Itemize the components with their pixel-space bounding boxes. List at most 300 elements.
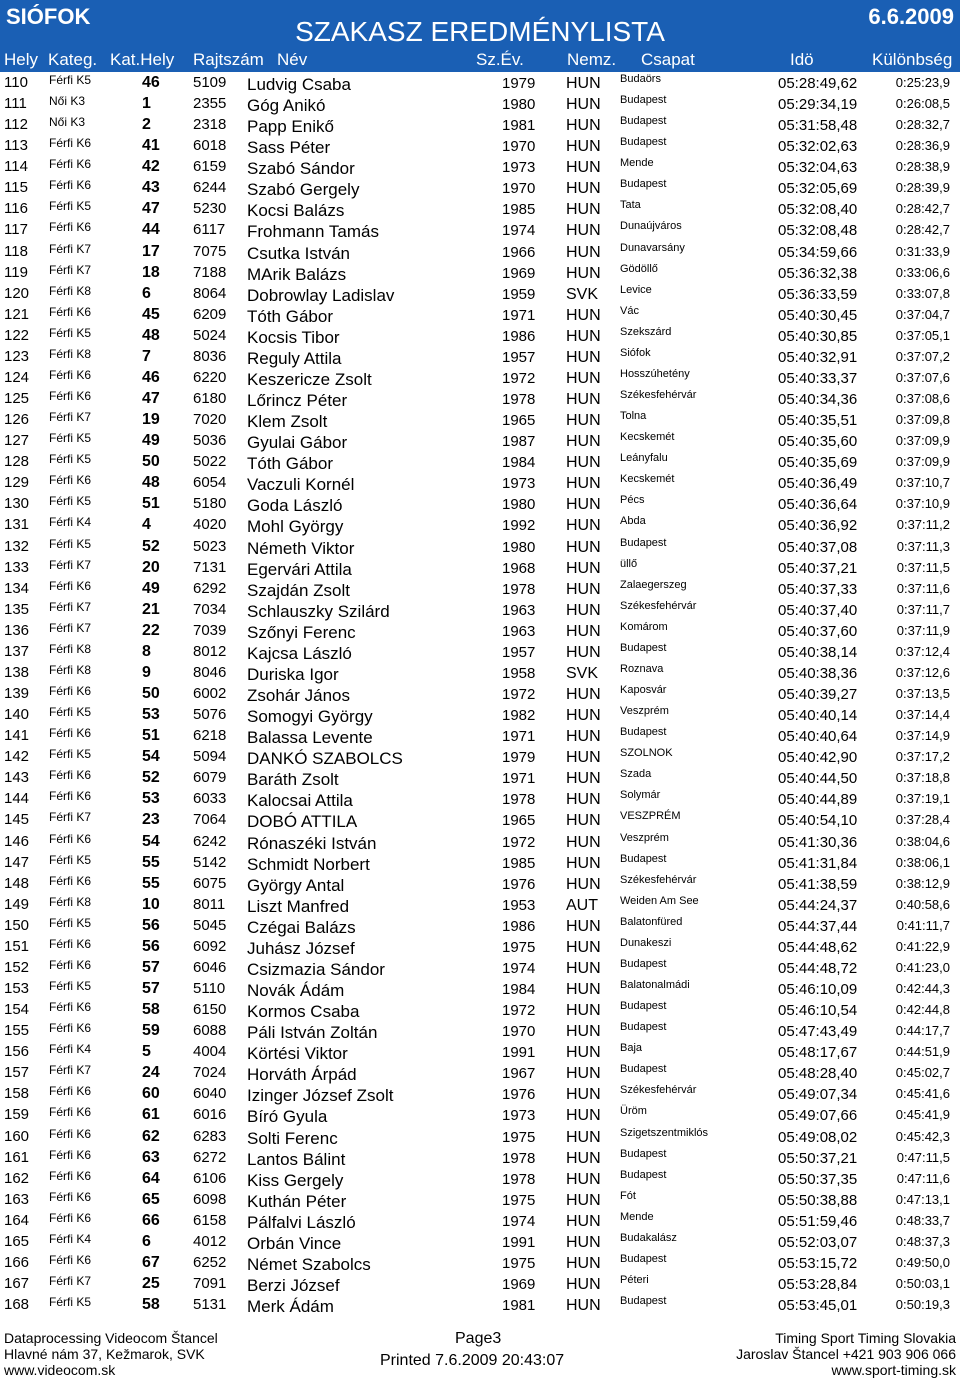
cell-difference: 0:37:07,2 xyxy=(895,348,950,364)
cell-name: DOBÓ ATTILA xyxy=(247,812,358,832)
col-header-team: Csapat xyxy=(641,50,695,69)
cell-category: Férfi K5 xyxy=(49,199,92,214)
table-row xyxy=(0,999,960,1020)
cell-team: Hosszúhetény xyxy=(620,367,690,380)
cell-team: Szekszárd xyxy=(620,325,672,338)
cell-birth-year: 1967 xyxy=(502,1065,536,1083)
cell-category-place: 48 xyxy=(142,326,160,344)
cell-nation: HUN xyxy=(566,159,601,177)
table-row xyxy=(0,156,960,177)
cell-category: Férfi K4 xyxy=(49,1042,92,1057)
event-date: 6.6.2009 xyxy=(868,4,954,29)
cell-place: 133 xyxy=(4,558,30,576)
cell-difference: 0:42:44,8 xyxy=(895,1002,950,1018)
cell-nation: HUN xyxy=(566,1107,601,1125)
cell-category-place: 20 xyxy=(142,558,160,576)
cell-category-place: 19 xyxy=(142,411,160,429)
cell-category-place: 49 xyxy=(142,579,160,597)
cell-team: Fót xyxy=(620,1189,636,1202)
col-header-category: Kateg. xyxy=(48,50,98,69)
cell-name: Solti Ferenc xyxy=(247,1128,338,1148)
cell-bib: 6040 xyxy=(193,1085,227,1103)
cell-category-place: 6 xyxy=(142,284,151,302)
cell-time: 05:49:08,02 xyxy=(778,1128,858,1146)
cell-bib: 5094 xyxy=(193,748,227,766)
cell-category: Férfi K6 xyxy=(49,1189,92,1204)
cell-name: Kalocsai Attila xyxy=(247,791,353,811)
cell-team: Balatonalmádi xyxy=(620,979,690,991)
cell-birth-year: 1992 xyxy=(502,517,536,535)
cell-difference: 0:37:14,9 xyxy=(895,728,950,744)
cell-name: Zsohár János xyxy=(247,686,350,706)
cell-category-place: 41 xyxy=(142,137,160,155)
table-row xyxy=(0,578,960,599)
cell-difference: 0:40:58,6 xyxy=(895,896,950,912)
cell-name: Szabó Sándor xyxy=(247,159,355,179)
cell-category: Férfi K6 xyxy=(49,831,92,846)
cell-team: Weiden Am See xyxy=(620,894,699,907)
cell-difference: 0:45:41,6 xyxy=(895,1086,950,1102)
cell-category-place: 42 xyxy=(142,158,160,176)
report-footer xyxy=(0,1326,960,1381)
cell-category-place: 2 xyxy=(142,116,151,134)
table-row xyxy=(0,788,960,809)
cell-bib: 5180 xyxy=(193,495,227,513)
cell-difference: 0:38:04,6 xyxy=(895,833,950,849)
cell-time: 05:40:44,89 xyxy=(778,791,858,809)
cell-category: Férfi K7 xyxy=(49,599,92,614)
cell-place: 155 xyxy=(4,1022,30,1040)
cell-nation: HUN xyxy=(566,75,601,92)
cell-category: Férfi K6 xyxy=(49,1126,92,1141)
cell-place: 111 xyxy=(4,95,27,113)
cell-place: 147 xyxy=(4,853,30,871)
cell-bib: 6079 xyxy=(193,769,227,787)
cell-team: Székesfehérvár xyxy=(620,873,697,886)
cell-nation: HUN xyxy=(566,707,601,725)
cell-category: Férfi K6 xyxy=(49,789,92,804)
cell-team: Veszprém xyxy=(620,831,669,844)
cell-place: 110 xyxy=(4,74,28,91)
cell-category: Férfi K6 xyxy=(49,957,92,972)
cell-birth-year: 1974 xyxy=(502,1212,536,1230)
cell-time: 05:52:03,07 xyxy=(778,1233,858,1251)
cell-category-place: 56 xyxy=(142,916,160,934)
cell-nation: HUN xyxy=(566,96,601,114)
cell-category-place: 18 xyxy=(142,263,160,281)
report-header xyxy=(0,0,960,72)
cell-bib: 6092 xyxy=(193,937,227,955)
cell-category-place: 8 xyxy=(142,642,151,660)
cell-name: Somogyi György xyxy=(247,707,373,727)
cell-time: 05:50:37,35 xyxy=(778,1170,858,1188)
footer-company: Dataprocessing Videocom Štancel xyxy=(4,1330,218,1346)
cell-birth-year: 1957 xyxy=(502,348,536,366)
cell-team: Budaörs xyxy=(620,73,661,85)
cell-bib: 8012 xyxy=(193,642,227,660)
cell-team: Székesfehérvár xyxy=(620,1084,697,1097)
col-header-difference: Különbség xyxy=(872,50,953,69)
table-row xyxy=(0,409,960,430)
cell-category: Férfi K5 xyxy=(49,494,92,509)
cell-place: 135 xyxy=(4,600,30,618)
cell-difference: 0:37:10,9 xyxy=(895,496,950,512)
cell-category-place: 52 xyxy=(142,769,160,787)
cell-difference: 0:37:05,1 xyxy=(895,327,950,343)
cell-birth-year: 1975 xyxy=(502,938,536,956)
cell-name: Kocsis Tibor xyxy=(247,327,340,347)
cell-place: 137 xyxy=(4,642,30,660)
cell-bib: 5024 xyxy=(193,326,227,344)
cell-birth-year: 1980 xyxy=(502,538,536,556)
cell-category: Férfi K8 xyxy=(49,283,92,298)
cell-team: Budapest xyxy=(620,957,667,970)
table-row xyxy=(0,599,960,620)
cell-category: Férfi K6 xyxy=(49,1105,92,1120)
table-row xyxy=(0,219,960,240)
cell-difference: 0:41:23,0 xyxy=(895,959,950,975)
cell-time: 05:40:30,85 xyxy=(778,327,858,345)
cell-birth-year: 1974 xyxy=(502,222,536,240)
cell-birth-year: 1973 xyxy=(502,1107,536,1125)
table-row xyxy=(0,620,960,641)
cell-name: DANKÓ SZABOLCS xyxy=(247,749,403,769)
cell-category: Férfi K5 xyxy=(49,325,92,340)
cell-difference: 0:45:41,9 xyxy=(895,1107,950,1123)
cell-name: Frohmann Tamás xyxy=(247,222,379,242)
cell-birth-year: 1978 xyxy=(502,1170,536,1188)
cell-nation: HUN xyxy=(566,917,601,935)
cell-birth-year: 1991 xyxy=(502,1044,536,1062)
cell-difference: 0:47:11,5 xyxy=(896,1149,950,1165)
cell-place: 140 xyxy=(4,706,30,724)
cell-category-place: 62 xyxy=(142,1127,160,1145)
cell-name: Klem Zsolt xyxy=(247,412,328,432)
cell-bib: 7039 xyxy=(193,621,227,639)
cell-time: 05:48:28,40 xyxy=(778,1065,858,1083)
cell-category-place: 61 xyxy=(142,1106,160,1124)
cell-team: Budapest xyxy=(620,1252,667,1265)
table-row xyxy=(0,852,960,873)
cell-difference: 0:50:19,3 xyxy=(895,1297,950,1313)
cell-name: Duriska Igor xyxy=(247,664,339,684)
cell-team: Gödöllő xyxy=(620,262,658,275)
cell-nation: HUN xyxy=(566,1002,601,1020)
cell-place: 165 xyxy=(4,1232,30,1250)
cell-birth-year: 1965 xyxy=(502,812,536,830)
cell-time: 05:46:10,09 xyxy=(778,981,858,998)
cell-place: 168 xyxy=(4,1296,30,1314)
cell-time: 05:47:43,49 xyxy=(778,1023,858,1041)
cell-nation: HUN xyxy=(566,138,601,156)
cell-place: 122 xyxy=(4,326,30,344)
cell-nation: HUN xyxy=(566,622,601,640)
cell-bib: 6016 xyxy=(193,1106,227,1124)
cell-name: Kormos Csaba xyxy=(247,1002,360,1022)
cell-birth-year: 1963 xyxy=(502,601,536,619)
cell-name: Egervári Attila xyxy=(247,559,352,579)
cell-place: 113 xyxy=(4,137,28,155)
cell-nation: HUN xyxy=(566,770,601,788)
cell-category: Férfi K6 xyxy=(49,1147,92,1162)
table-row xyxy=(0,514,960,535)
cell-place: 128 xyxy=(4,453,30,471)
cell-difference: 0:41:22,9 xyxy=(895,938,950,954)
cell-category-place: 47 xyxy=(142,200,160,218)
cell-bib: 6098 xyxy=(193,1190,227,1208)
cell-nation: HUN xyxy=(566,1254,601,1272)
cell-time: 05:40:36,64 xyxy=(778,496,858,514)
cell-category: Férfi K5 xyxy=(49,1295,92,1310)
cell-category-place: 46 xyxy=(142,368,160,386)
cell-category: Férfi K5 xyxy=(49,705,92,720)
table-row xyxy=(0,1104,960,1125)
table-row xyxy=(0,114,960,135)
cell-nation: HUN xyxy=(566,1275,601,1293)
cell-place: 145 xyxy=(4,811,30,829)
cell-birth-year: 1985 xyxy=(502,201,536,219)
cell-bib: 5131 xyxy=(193,1296,227,1314)
cell-category: Férfi K5 xyxy=(49,915,92,930)
cell-category: Férfi K6 xyxy=(49,389,92,404)
table-row xyxy=(0,767,960,788)
col-header-time: Idö xyxy=(790,50,814,69)
table-row xyxy=(0,809,960,830)
table-row xyxy=(0,957,960,978)
cell-difference: 0:37:11,6 xyxy=(896,580,950,596)
cell-place: 136 xyxy=(4,621,30,639)
cell-name: Dobrowlay Ladislav xyxy=(247,285,395,305)
cell-category-place: 49 xyxy=(142,432,160,450)
cell-birth-year: 1981 xyxy=(502,117,536,135)
cell-category-place: 9 xyxy=(142,663,151,681)
cell-nation: HUN xyxy=(566,938,601,956)
cell-time: 05:40:37,08 xyxy=(778,538,858,556)
table-row xyxy=(0,725,960,746)
cell-nation: HUN xyxy=(566,496,601,514)
cell-place: 138 xyxy=(4,663,30,681)
cell-place: 166 xyxy=(4,1253,30,1271)
col-header-nation: Nemz. xyxy=(567,50,617,69)
cell-category-place: 54 xyxy=(142,748,160,766)
cell-difference: 0:38:12,9 xyxy=(895,875,950,891)
cell-place: 139 xyxy=(4,685,30,703)
cell-team: Tolna xyxy=(620,410,647,423)
cell-team: Vác xyxy=(620,304,639,317)
cell-name: Páli István Zoltán xyxy=(247,1023,378,1043)
cell-team: Budapest xyxy=(620,536,667,549)
cell-name: Papp Enikő xyxy=(247,117,334,137)
cell-place: 163 xyxy=(4,1190,30,1208)
cell-bib: 8046 xyxy=(193,663,227,681)
cell-difference: 0:37:11,3 xyxy=(896,538,950,554)
cell-place: 132 xyxy=(4,537,30,555)
cell-birth-year: 1953 xyxy=(502,896,536,914)
cell-team: Budapest xyxy=(620,136,667,149)
cell-place: 143 xyxy=(4,769,30,787)
cell-nation: HUN xyxy=(566,812,601,830)
cell-category-place: 23 xyxy=(142,811,160,829)
cell-team: üllő xyxy=(620,557,638,570)
cell-place: 142 xyxy=(4,748,30,766)
table-row xyxy=(0,936,960,957)
cell-name: Szőnyi Ferenc xyxy=(247,622,356,642)
cell-category-place: 50 xyxy=(142,685,160,703)
cell-time: 05:53:28,84 xyxy=(778,1275,858,1293)
cell-nation: HUN xyxy=(566,1044,601,1062)
cell-bib: 4012 xyxy=(193,1232,227,1250)
cell-category: Férfi K6 xyxy=(49,1084,92,1099)
cell-nation: HUN xyxy=(566,1149,601,1167)
cell-difference: 0:37:12,6 xyxy=(895,664,950,680)
cell-bib: 5045 xyxy=(193,916,227,934)
cell-category-place: 56 xyxy=(142,937,160,955)
cell-name: Vaczuli Kornél xyxy=(247,475,355,495)
table-row xyxy=(0,451,960,472)
cell-nation: HUN xyxy=(566,180,601,198)
cell-difference: 0:37:14,4 xyxy=(895,707,950,723)
cell-name: Balassa Levente xyxy=(247,728,373,748)
cell-birth-year: 1984 xyxy=(502,454,536,472)
cell-difference: 0:37:07,6 xyxy=(895,369,950,385)
cell-team: Abda xyxy=(620,515,646,528)
cell-difference: 0:41:11,7 xyxy=(896,917,950,933)
cell-name: Tóth Gábor xyxy=(247,454,333,474)
cell-bib: 7131 xyxy=(193,558,227,576)
cell-name: Lantos Bálint xyxy=(247,1149,346,1169)
cell-nation: HUN xyxy=(566,1023,601,1041)
cell-bib: 6218 xyxy=(193,727,227,745)
cell-difference: 0:37:04,7 xyxy=(895,306,950,322)
cell-category-place: 10 xyxy=(142,895,160,913)
cell-nation: HUN xyxy=(566,559,601,577)
cell-category-place: 59 xyxy=(142,1022,160,1040)
cell-name: Góg Anikó xyxy=(247,96,326,116)
cell-name: Rónaszéki István xyxy=(247,833,377,853)
cell-birth-year: 1975 xyxy=(502,1191,536,1209)
cell-nation: HUN xyxy=(566,369,601,387)
cell-time: 05:40:34,36 xyxy=(778,391,858,409)
cell-time: 05:44:48,62 xyxy=(778,938,858,956)
cell-bib: 6252 xyxy=(193,1253,227,1271)
city-label: SIÓFOK xyxy=(6,4,91,29)
cell-bib: 6046 xyxy=(193,958,227,976)
cell-team: Szigetszentmiklós xyxy=(620,1126,709,1139)
cell-category: Férfi K6 xyxy=(49,304,92,319)
cell-category-place: 21 xyxy=(142,600,160,618)
cell-category: Női K3 xyxy=(49,115,86,130)
cell-team: Kaposvár xyxy=(620,684,667,697)
table-row xyxy=(0,262,960,283)
footer-address: Hlavné nám 37, Kežmarok, SVK xyxy=(4,1346,205,1362)
table-row xyxy=(0,346,960,367)
cell-nation: HUN xyxy=(566,348,601,366)
cell-category: Férfi K8 xyxy=(49,894,92,909)
cell-place: 162 xyxy=(4,1169,30,1187)
cell-difference: 0:42:44,3 xyxy=(895,981,950,996)
cell-place: 124 xyxy=(4,368,30,386)
cell-difference: 0:44:51,9 xyxy=(895,1044,950,1060)
cell-name: Lőrincz Péter xyxy=(247,391,348,411)
cell-nation: HUN xyxy=(566,981,601,998)
cell-time: 05:49:07,34 xyxy=(778,1086,858,1104)
cell-nation: SVK xyxy=(566,285,599,303)
cell-team: Budapest xyxy=(620,852,667,865)
cell-category: Férfi K6 xyxy=(49,768,92,783)
cell-birth-year: 1975 xyxy=(502,1254,536,1272)
cell-birth-year: 1966 xyxy=(502,243,536,261)
cell-nation: HUN xyxy=(566,1065,601,1083)
cell-category: Férfi K8 xyxy=(49,346,92,361)
cell-bib: 7024 xyxy=(193,1064,227,1082)
cell-time: 05:50:38,88 xyxy=(778,1191,858,1209)
cell-bib: 7091 xyxy=(193,1274,227,1292)
cell-bib: 6283 xyxy=(193,1127,227,1145)
cell-time: 05:44:48,72 xyxy=(778,959,858,977)
cell-team: Roznava xyxy=(620,662,664,675)
table-row xyxy=(0,177,960,198)
cell-category: Férfi K6 xyxy=(49,367,92,382)
table-row xyxy=(0,1189,960,1210)
cell-name: Sass Péter xyxy=(247,138,331,158)
cell-time: 05:36:32,38 xyxy=(778,264,858,282)
cell-category-place: 51 xyxy=(142,495,160,513)
cell-time: 05:32:02,63 xyxy=(778,138,858,156)
cell-birth-year: 1976 xyxy=(502,875,536,893)
cell-name: Reguly Attila xyxy=(247,348,342,368)
cell-name: Novák Ádám xyxy=(247,981,345,1000)
cell-name: Keszericze Zsolt xyxy=(247,369,372,389)
cell-birth-year: 1982 xyxy=(502,707,536,725)
cell-nation: HUN xyxy=(566,117,601,135)
cell-category: Férfi K6 xyxy=(49,157,92,172)
cell-difference: 0:28:39,9 xyxy=(895,180,950,196)
cell-difference: 0:28:42,7 xyxy=(895,222,950,238)
table-row xyxy=(0,1210,960,1231)
cell-bib: 2355 xyxy=(193,95,227,113)
table-row xyxy=(0,367,960,388)
cell-category-place: 53 xyxy=(142,706,160,724)
cell-time: 05:40:40,14 xyxy=(778,707,858,725)
cell-place: 153 xyxy=(4,980,30,997)
cell-difference: 0:50:03,1 xyxy=(895,1275,950,1291)
table-row xyxy=(0,1252,960,1273)
cell-category-place: 55 xyxy=(142,874,160,892)
cell-team: Tata xyxy=(620,199,641,212)
cell-place: 130 xyxy=(4,495,30,513)
cell-place: 161 xyxy=(4,1148,30,1166)
cell-time: 05:46:10,54 xyxy=(778,1002,858,1020)
cell-category: Férfi K6 xyxy=(49,1168,92,1183)
table-row xyxy=(0,683,960,704)
cell-bib: 6209 xyxy=(193,305,227,323)
cell-place: 150 xyxy=(4,916,30,934)
cell-bib: 5076 xyxy=(193,706,227,724)
cell-place: 160 xyxy=(4,1127,30,1145)
table-row xyxy=(0,430,960,451)
cell-bib: 7075 xyxy=(193,242,227,260)
cell-name: Szajdán Zsolt xyxy=(247,580,350,600)
cell-team: Székesfehérvár xyxy=(620,389,697,402)
cell-time: 05:51:59,46 xyxy=(778,1212,858,1230)
cell-category-place: 43 xyxy=(142,179,160,197)
cell-birth-year: 1957 xyxy=(502,643,536,661)
cell-difference: 0:37:19,1 xyxy=(895,791,950,807)
cell-time: 05:49:07,66 xyxy=(778,1107,858,1125)
cell-category-place: 24 xyxy=(142,1064,160,1082)
table-row xyxy=(0,1126,960,1147)
cell-team: Budapest xyxy=(620,178,667,191)
